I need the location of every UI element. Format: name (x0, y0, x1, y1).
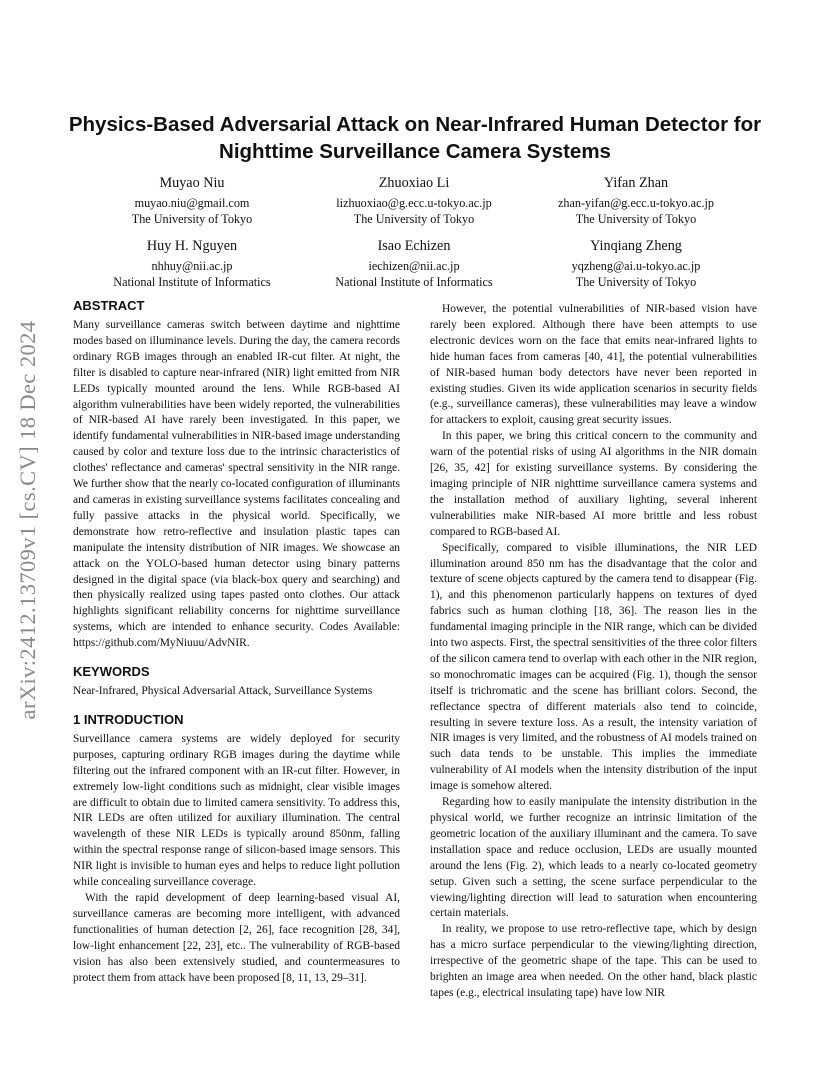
author-name: Huy H. Nguyen (146, 238, 238, 254)
author-block (299, 174, 529, 228)
body-paragraph: Regarding how to easily manipulate the intensity distribution in the physical world, we further recognize an intrinsic limitation of the geometric location of the auxiliary illuminant and the camera. To save installation space and reduce occlusion, LEDs are usually mounted around the lens (Fig. 2), which leads to a nearly co-located geometry setup. Given such a setting, the scene surface perpendicular to the viewing/lighting direction will lead to saturation when encountering certain materials. (430, 796, 757, 920)
author-affiliation: The University of Tokyo (353, 212, 475, 227)
author-email: zhan-yifan@g.ecc.u-tokyo.ac.jp (557, 196, 715, 210)
arxiv-identifier-text: arXiv:2412.13709v1 [cs.CV] 18 Dec 2024 (15, 320, 40, 720)
author-affiliation: National Institute of Informatics (335, 275, 493, 290)
author-email: yqzheng@ai.u-tokyo.ac.jp (571, 259, 701, 273)
body-paragraph: Specifically, compared to visible illuminations, the NIR LED illumination around 850 nm has the disadvantage that the color and texture of scene objects captured by the camera tend to disappear (Fig. 1), and this phenomenon particularly happens on textures of dyed fabrics such as human clothing [18, 36]. The reason lies in the fundamental imaging principle in the NIR range, which can be divided into two aspects. First, the spectral sensitivities of the three color filters of the silicon camera tend to overlap with each other in the NIR region, so monochromatic images can be acquired (Fig. 1), though the sensor itself is trichromatic and the scene has brilliant colors. Second, the reflectance spectra of different materials also tend to coincide, resulting in severe texture loss. As a result, the intensity variation of NIR images is very limited, and the robustness of AI models trained on such data tends to be unstable. This implies the immediate vulnerability of AI models when the intensity distribution of the input image is somehow altered. (430, 541, 757, 793)
intro-paragraph: With the rapid development of deep learning-based visual AI, surveillance cameras are becoming more intelligent, with advanced functionalities of human detection [2, 26], face recognition [28, 34], low-light enhancement [22, 23], etc.. The vulnerability of RGB-based vision has also been extensively studied, and countermeasures to protect them from attack have been proposed [8, 11, 13, 29–31]. (73, 892, 400, 984)
author-affiliation: National Institute of Informatics (113, 275, 271, 290)
author-email: iechizen@nii.ac.jp (368, 259, 460, 273)
paper-title: Physics-Based Adversarial Attack on Near-Infrared Human Detector for Nighttime Surveillance Camera Systems (68, 113, 762, 163)
author-block (77, 237, 307, 291)
author-block (521, 174, 751, 228)
intro-paragraph: Surveillance camera systems are widely deployed for security purposes, capturing ordinary RGB images during the daytime while filtering out the infrared component with an IR-cut filter. However, in extremely low-light conditions such as midnight, clear visible images are difficult to obtain due to limited camera sensitivity. To address this, NIR LEDs are often utilized for auxiliary illumination. The central wavelength of these NIR LEDs is typically around 850nm, falling within the spectral response range of silicon-based image sensors. This NIR light is invisible to human eyes and helps to reduce light pollution while concealing surveillance coverage. (73, 732, 400, 889)
abstract-text: Many surveillance cameras switch between daytime and nighttime modes based on illuminance levels. During the day, the camera records ordinary RGB images through an enabled IR-cut filter. At night, the filter is disabled to capture near-infrared (NIR) light emitted from NIR LEDs typically mounted around the lens. While RGB-based AI algorithm vulnerabilities have been widely reported, the vulnerabilities of NIR-based AI have rarely been investigated. In this paper, we identify fundamental vulnerabilities in NIR-based image understanding caused by color and texture loss due to the intrinsic characteristics of clothes' reflectance and cameras' spectral sensitivity in the NIR range. We further show that the nearly co-located configuration of illuminants and cameras in existing surveillance systems facilitates concealing and fully passive attacks in the physical world. Specifically, we demonstrate how retro-reflective and insulation plastic tapes can manipulate the intensity distribution of NIR images. We showcase an attack on the YOLO-based human detector using binary patterns designed in the digital space (via black-box query and searching) and then physically realized using tapes pasted onto clothes. Our attack highlights significant reliability concerns for nighttime surveillance systems, which are intended to enhance security. Codes Available: https://github.com/MyNiuuu/AdvNIR. (73, 319, 400, 650)
keywords-text: Near-Infrared, Physical Adversarial Attack, Surveillance Systems (73, 685, 373, 698)
author-block (77, 174, 307, 228)
author-affiliation: The University of Tokyo (131, 212, 253, 227)
author-block (521, 237, 751, 291)
body-paragraph: However, the potential vulnerabilities of NIR-based vision have rarely been explored. Although there have been attempts to use electronic devices worn on the face that emits near-infrared lights to hide human faces from cameras [40, 41], the potential vulnerabilities of NIR-based human body detectors have never been reported in existing studies. Given its wide application scenarios in security fields (e.g., surveillance cameras), these vulnerabilities may leave a window for attackers to exploit, causing great security issues. (430, 303, 757, 427)
author-name: Yifan Zhan (603, 175, 669, 191)
author-affiliation: The University of Tokyo (575, 212, 697, 227)
author-name: Yinqiang Zheng (590, 238, 682, 254)
author-affiliation: The University of Tokyo (575, 275, 697, 290)
body-paragraph: In this paper, we bring this critical concern to the community and warn of the potential risks of using AI algorithms in the NIR domain [26, 35, 42] for existing surveillance systems. By considering the imaging principle of NIR nighttime surveillance camera systems and the installation method of auxiliary lighting, several inherent vulnerabilities make NIR-based AI more brittle and less robust compared to RGB-based AI. (430, 430, 757, 538)
right-column (430, 302, 757, 1002)
author-block (299, 237, 529, 291)
author-email: muyao.niu@gmail.com (134, 196, 250, 210)
author-email: nhhuy@nii.ac.jp (151, 259, 233, 273)
author-email: lizhuoxiao@g.ecc.u-tokyo.ac.jp (336, 196, 492, 210)
body-paragraph: In reality, we propose to use retro-reflective tape, which by design has a micro surface perpendicular to the viewing/lighting direction, irrespective of the geometric shape of the tape. This can be used to brighten an image area when needed. On the other hand, black plastic tapes (e.g., electrical insulating tape) have low NIR (430, 923, 757, 999)
introduction-heading: 1 INTRODUCTION (73, 711, 184, 727)
author-name: Zhuoxiao Li (378, 175, 450, 191)
author-name: Isao Echizen (377, 238, 451, 254)
keywords-heading: KEYWORDS (73, 664, 150, 680)
author-name: Muyao Niu (159, 175, 225, 191)
arxiv-identifier-stamp (4, 280, 52, 760)
left-column (73, 298, 400, 986)
abstract-heading: ABSTRACT (73, 298, 145, 313)
